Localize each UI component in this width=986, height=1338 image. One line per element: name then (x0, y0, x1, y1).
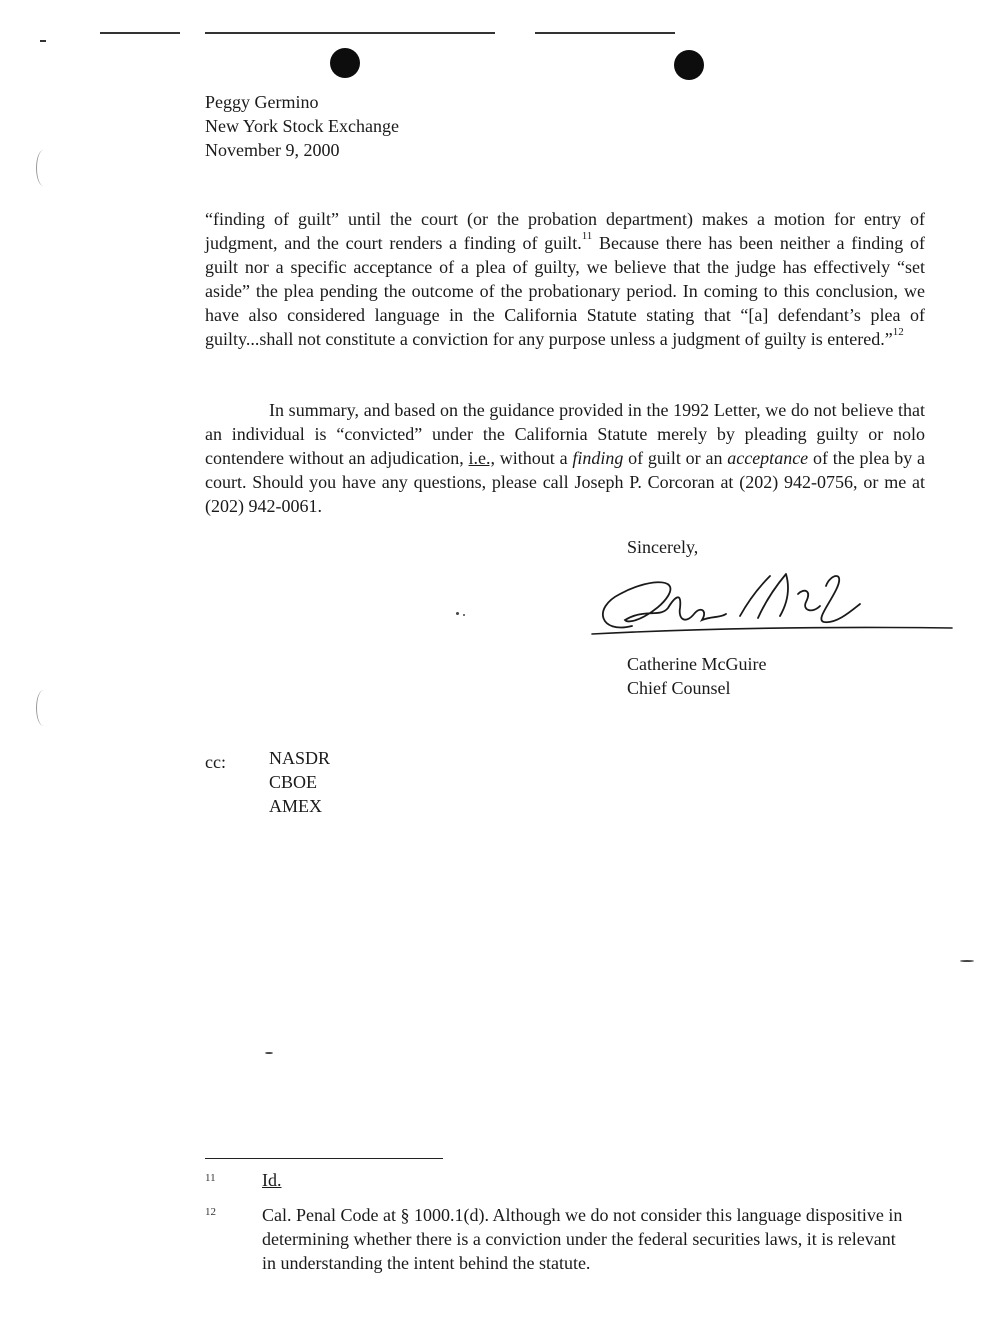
recipient-organization: New York Stock Exchange (205, 116, 399, 136)
margin-scan-mark (36, 690, 51, 726)
body-paragraph-1 (205, 207, 925, 351)
cc-recipient-list (269, 746, 330, 818)
footnote-text: Id. (262, 1170, 282, 1190)
footnote-text: Cal. Penal Code at § 1000.1(d). Although we do not consider this language dispositive in determining whether there is a conviction under the federal securities laws, it is relevant in understanding the intent behind the statute. (262, 1205, 903, 1273)
scan-speck (456, 612, 459, 615)
margin-scan-mark (36, 150, 51, 186)
footnote-number: 12 (205, 1206, 216, 1218)
cc-recipient: NASDR (269, 748, 331, 768)
emphasis-finding: finding (572, 448, 624, 468)
paragraph-text: of the plea by a court. Should you have any questions, please call Joseph P. Corcoran at (202) 942-0756, or me at (202) 942-0061. (205, 448, 925, 516)
paragraph-text: of guilt or an (623, 448, 728, 468)
punch-hole-left (330, 48, 360, 78)
signatory-name: Catherine McGuire (627, 654, 767, 674)
emphasis-acceptance: acceptance (727, 448, 809, 468)
closing-salutation: Sincerely, (627, 537, 699, 557)
cc-recipient: AMEX (269, 796, 322, 816)
paragraph-text: without a (495, 448, 573, 468)
punch-hole-right (674, 50, 704, 80)
scan-speck (463, 614, 465, 616)
letter-recipient-header (205, 90, 399, 162)
paragraph-text: Because there has been neither a finding of guilt nor a specific acceptance of a plea of guilty, we believe that the judge has effectively “set aside” the plea pending the outcome of the probationary period. In coming to this conclusion, we have also considered language in the California Statute stating that “[a] defendant’s plea of guilty...shall not constitute a conviction for any purpose unless a judgment of guilty is entered.” (205, 233, 925, 349)
footnote-separator (205, 1158, 443, 1159)
ie-abbreviation: i.e., (468, 448, 496, 468)
footnote-reference: 11 (581, 230, 593, 242)
recipient-name: Peggy Germino (205, 92, 319, 112)
paragraph-text: In summary, and based on the guidance provided in the 1992 Letter, we do not believe that an individual is “convicted” under the California Statute merely by pleading guilty or nolo contendere without an adjudication, (205, 400, 925, 468)
cc-recipient: CBOE (269, 772, 318, 792)
footnote-number: 11 (205, 1172, 216, 1184)
fax-header-residue (40, 14, 700, 40)
handwritten-signature (590, 568, 955, 643)
body-paragraph-2 (205, 398, 925, 518)
cc-label: cc: (205, 752, 226, 772)
letter-date: November 9, 2000 (205, 140, 340, 160)
paragraph-text: “finding of guilt” until the court (or the probation department) makes a motion for entry of judgment, and the court renders a finding of guilt. (205, 209, 925, 253)
signatory-title: Chief Counsel (627, 678, 731, 698)
scan-speck (960, 960, 974, 962)
footnote-reference: 12 (892, 326, 904, 338)
signatory-block (627, 652, 766, 700)
scan-speck (265, 1052, 273, 1054)
